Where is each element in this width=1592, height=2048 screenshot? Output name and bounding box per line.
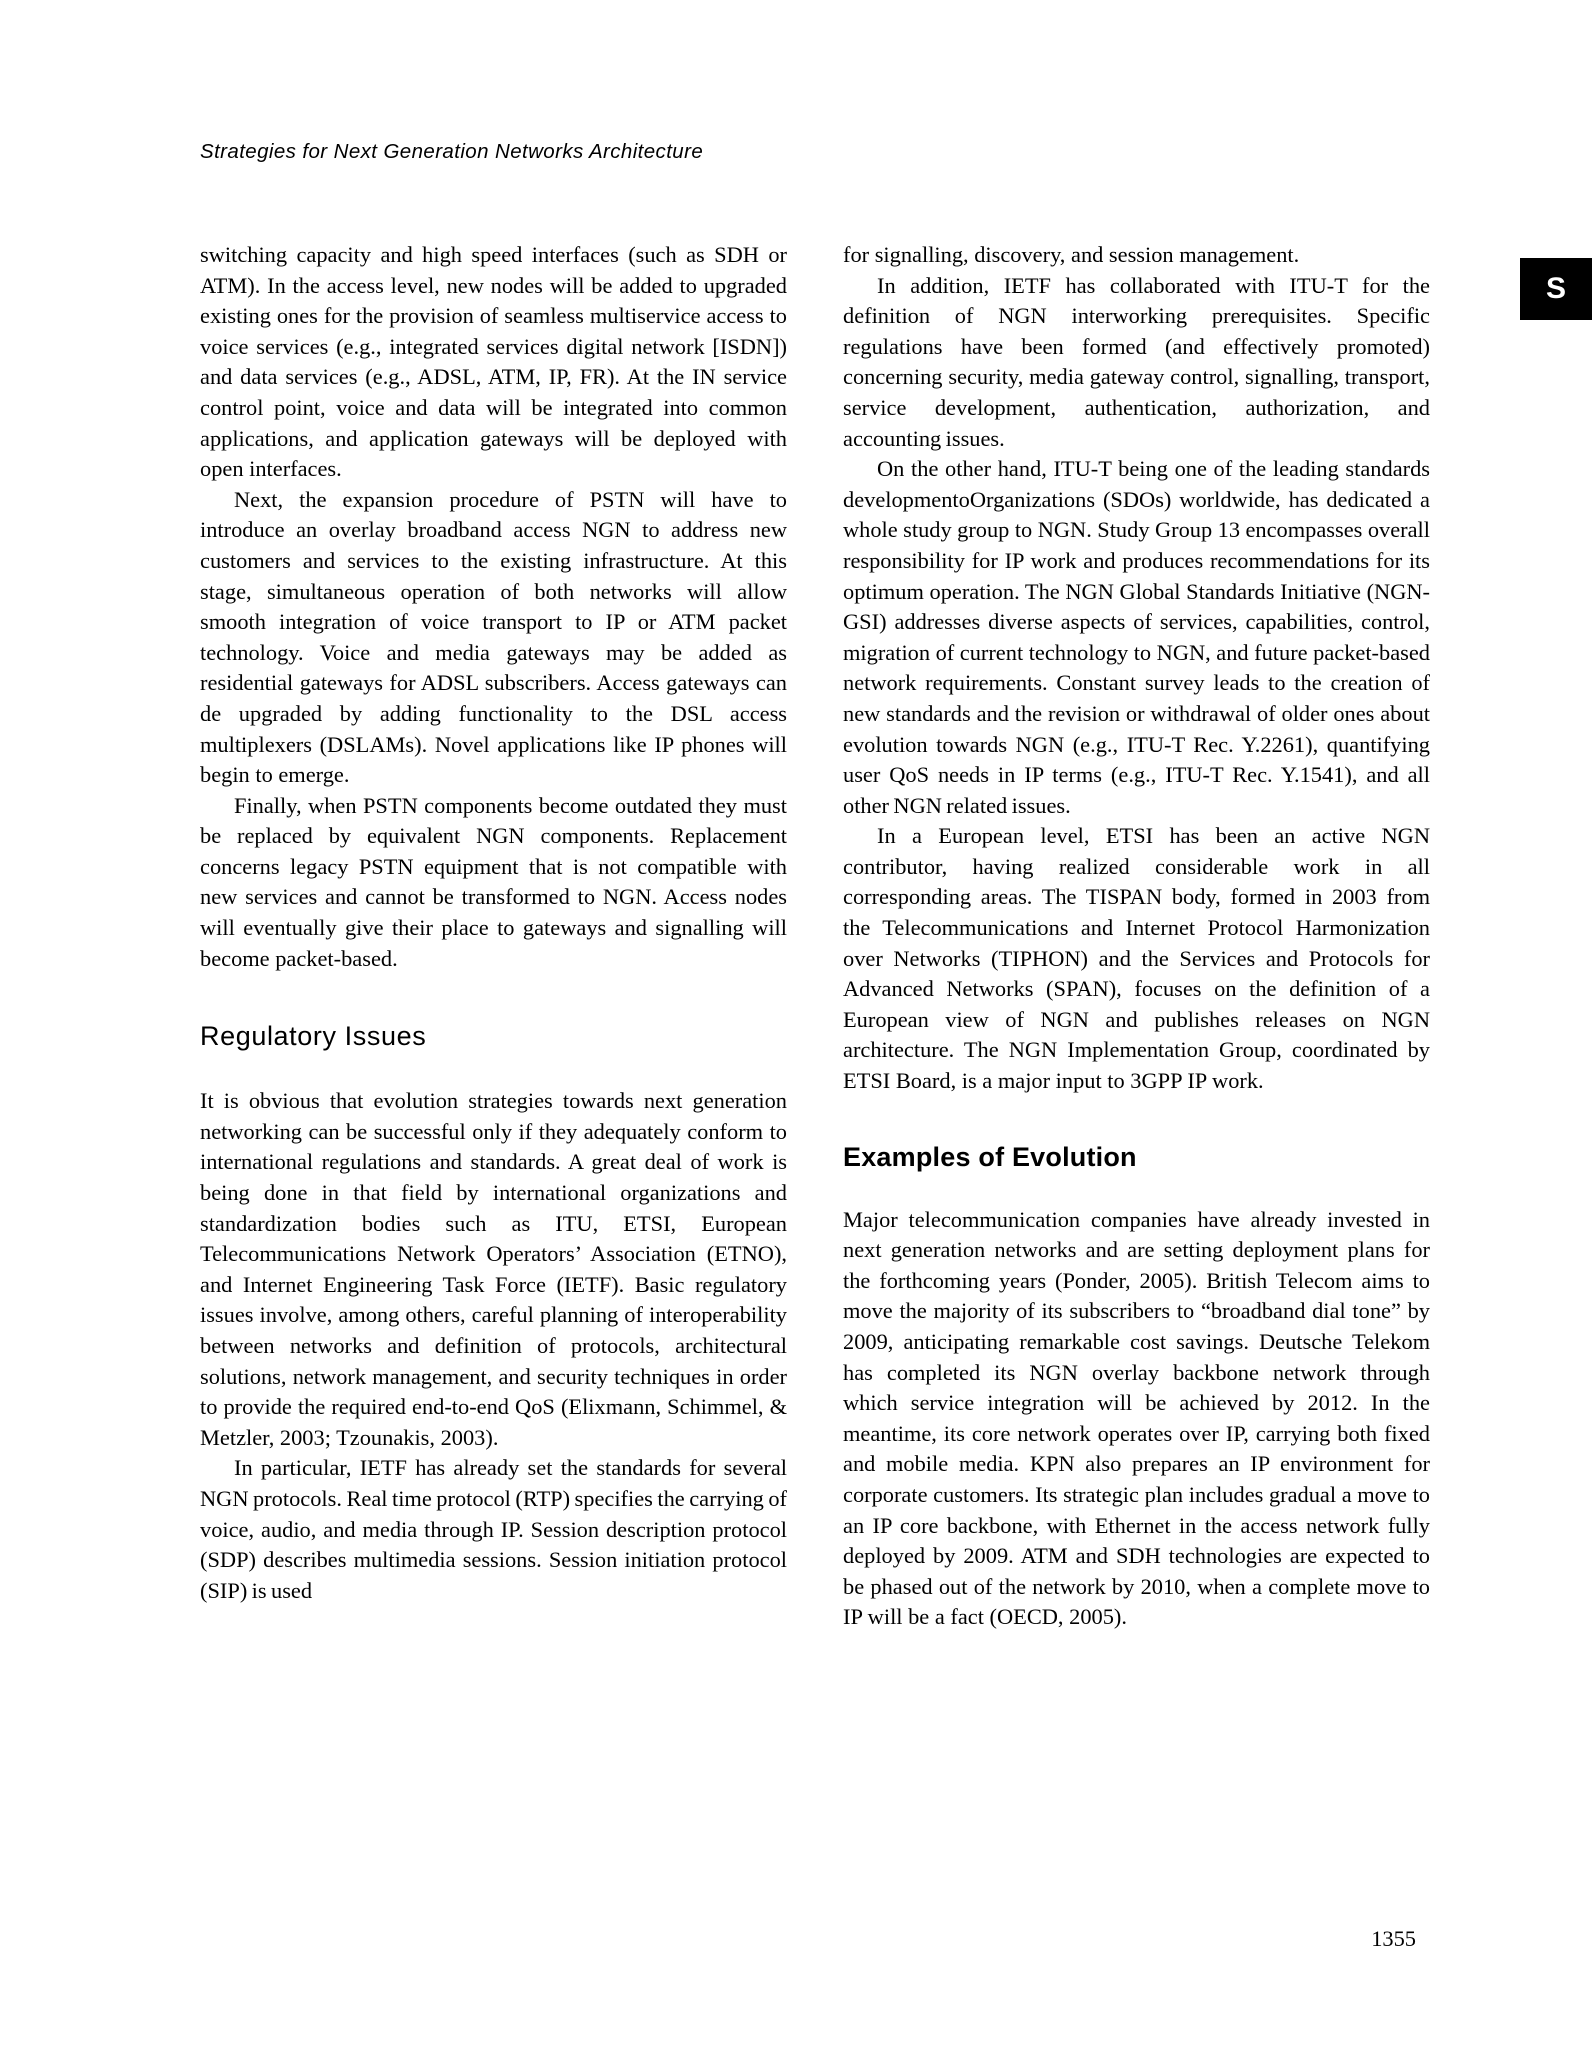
paragraph: for signalling, discovery, and session management.	[843, 242, 1300, 267]
paragraph: It is obvious that evolution strategies towards next generation networking can be successful only if they adequately conform to international regulations and standards. A great deal of work is being done in that field by international organizations and standardization bodies such as ITU, ETSI, European Telecommunications Network Operators’ Association (ETNO), and Internet Engineering Task Force (IETF). Basic regulatory issues involve, among others, careful planning of interoperability between networks and definition of protocols, architectural solutions, network management, and security techniques in order to provide the required end-to-end QoS (Elixmann, Schimmel, & Metzler, 2003; Tzounakis, 2003).	[200, 1088, 787, 1450]
running-head: Strategies for Next Generation Networks Architecture	[200, 140, 704, 163]
paragraph: switching capacity and high speed interfaces (such as SDH or ATM). In the access level, new nodes will be added to upgraded existing ones for the provision of seamless multiservice access to voice services (e.g., integrated services digital network [ISDN]) and data services (e.g., ADSL, ATM, IP, FR). At the IN service control point, voice and data will be integrated into common applications, and application gateways will be deployed with open interfaces.	[200, 242, 787, 482]
two-column-body	[200, 240, 1430, 1633]
paragraph: Major telecommunication companies have already invested in next generation networks and are setting deployment plans for the forthcoming years (Ponder, 2005). British Telecom aims to move the majority of its subscribers to “broadband dial tone” by 2009, anticipating remarkable cost savings. Deutsche Telekom has completed its NGN overlay backbone network through which service integration will be achieved by 2012. In the meantime, its core network operates over IP, carrying both fixed and mobile media. KPN also prepares an IP environment for corporate customers. Its strategic plan includes gradual a move to an IP core backbone, with Ethernet in the access network fully deployed by 2009. ATM and SDH technologies are expected to be phased out of the network by 2010, when a complete move to IP will be a fact (OECD, 2005).	[843, 1206, 1430, 1630]
paragraph: Next, the expansion procedure of PSTN will have to introduce an overlay broadband access NGN to address new customers and services to the existing infrastructure. At this stage, simultaneous operation of both networks will allow smooth integration of voice transport to IP or ATM packet technology. Voice and media gateways may be added as residential gateways for ADSL subscribers. Access gateways can de upgraded by adding functionality to the DSL access multiplexers (DSLAMs). Novel applications like IP phones will begin to emerge.	[200, 486, 787, 788]
page-number: 1355	[1371, 1926, 1416, 1951]
right-column	[843, 240, 1430, 1633]
paragraph: On the other hand, ITU-T being one of the leading standards developmentoOrganizations (SDOs) worldwide, has dedicated a whole study group to NGN. Study Group 13 encompasses overall responsibility for IP work and produces recommendations for its optimum operation. The NGN Global Standards Initiative (NGN-GSI) addresses diverse aspects of services, capabilities, control, migration of current technology to NGN, and future packet-based network requirements. Constant survey leads to the creation of new standards and the revision or withdrawal of older ones about evolution towards NGN (e.g., ITU-T Rec. Y.2261), quantifying user QoS needs in IP terms (e.g., ITU-T Rec. Y.1541), and all other NGN related issues.	[843, 456, 1430, 818]
left-column	[200, 240, 787, 1633]
paragraph: In addition, IETF has collaborated with ITU-T for the definition of NGN interworking prerequisites. Specific regulations have been formed (and effectively promoted) concerning security, media gateway control, signalling, transport, service development, authentication, authorization, and accounting issues.	[843, 272, 1430, 451]
section-thumb-tab: S	[1520, 258, 1592, 320]
section-heading-examples-of-evolution: Examples of Evolution	[843, 1141, 1137, 1172]
section-heading-regulatory-issues: Regulatory Issues	[200, 1021, 427, 1052]
paragraph: Finally, when PSTN components become outdated they must be replaced by equivalent NGN components. Replacement concerns legacy PSTN equipment that is not compatible with new services and cannot be transformed to NGN. Access nodes will eventually give their place to gateways and signalling will become packet-based.	[200, 792, 787, 971]
paragraph: In particular, IETF has already set the standards for several NGN protocols. Real time protocol (RTP) specifies the carrying of voice, audio, and media through IP. Session description protocol (SDP) describes multimedia sessions. Session initiation protocol (SIP) is used	[200, 1455, 787, 1603]
paragraph: In a European level, ETSI has been an active NGN contributor, having realized considerable work in all corresponding areas. The TISPAN body, formed in 2003 from the Telecommunications and Internet Protocol Harmonization over Networks (TIPHON) and the Services and Protocols for Advanced Networks (SPAN), focuses on the definition of a European view of NGN and publishes releases on NGN architecture. The NGN Implementation Group, coordinated by ETSI Board, is a major input to 3GPP IP work.	[843, 823, 1430, 1094]
